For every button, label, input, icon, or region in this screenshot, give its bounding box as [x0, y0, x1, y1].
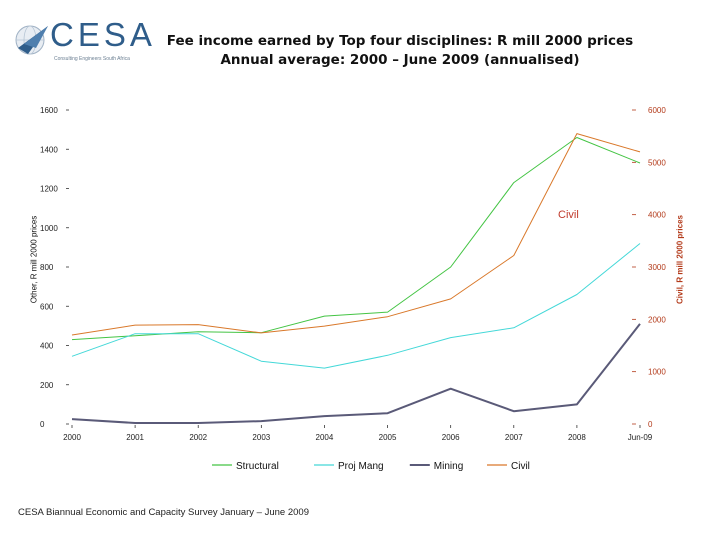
y-tick-label-left: 1200 [40, 184, 58, 194]
series-line-proj-mang [72, 244, 640, 369]
series-line-civil [72, 134, 640, 335]
series-line-structural [72, 138, 640, 340]
y-tick-label-left: 400 [40, 341, 54, 351]
y-tick-label-right: 5000 [648, 158, 666, 168]
y-tick-label-left: 0 [40, 420, 45, 429]
x-tick-label: 2006 [441, 433, 460, 442]
y-tick-label-right: 4000 [648, 210, 666, 220]
logo-tagline: Consulting Engineers South Africa [54, 56, 130, 62]
y-tick-label-left: 600 [40, 302, 54, 312]
x-tick-label: 2002 [189, 433, 208, 442]
y-tick-label-left: 200 [40, 380, 54, 390]
y-tick-label-left: 800 [40, 263, 54, 272]
x-tick-label: 2001 [126, 433, 145, 442]
x-tick-label: 2005 [378, 433, 397, 442]
x-tick-label: 2004 [315, 433, 334, 442]
legend-label-proj-mang: Proj Mang [338, 461, 384, 472]
y-tick-label-right: 0 [648, 420, 653, 429]
y-tick-label-right: 3000 [648, 263, 666, 272]
y-axis-label-right: Civil, R mill 2000 prices [675, 215, 685, 304]
series-line-mining [72, 324, 640, 423]
legend-label-civil: Civil [511, 461, 530, 472]
y-tick-label-right: 2000 [648, 315, 666, 325]
title-line-1: Fee income earned by Top four disciplines: R mill 2000 prices [166, 33, 634, 49]
x-tick-label: 2003 [252, 433, 271, 442]
legend-label-mining: Mining [433, 461, 464, 472]
y-tick-label-left: 1400 [40, 145, 58, 155]
x-tick-label: 2008 [567, 433, 586, 442]
title-line-2: Annual average: 2000 – June 2009 (annualised) [220, 52, 580, 68]
y-tick-label-right: 1000 [648, 367, 666, 377]
y-tick-label-right: 6000 [648, 106, 666, 115]
legend-label-structural: Structural [236, 461, 279, 472]
y-tick-label-left: 1600 [40, 106, 58, 115]
logo-wordmark: CESA [50, 16, 156, 53]
y-tick-label-left: 1000 [40, 223, 58, 233]
y-axis-label-left: Other, R mill 2000 prices [29, 215, 39, 304]
x-tick-label: Jun-09 [627, 433, 653, 442]
x-tick-label: 2000 [63, 433, 81, 442]
chart-annotation: Civil [558, 209, 579, 221]
x-tick-label: 2007 [504, 433, 523, 442]
footer-source: CESA Biannual Economic and Capacity Survey January – June 2009 [18, 507, 309, 518]
